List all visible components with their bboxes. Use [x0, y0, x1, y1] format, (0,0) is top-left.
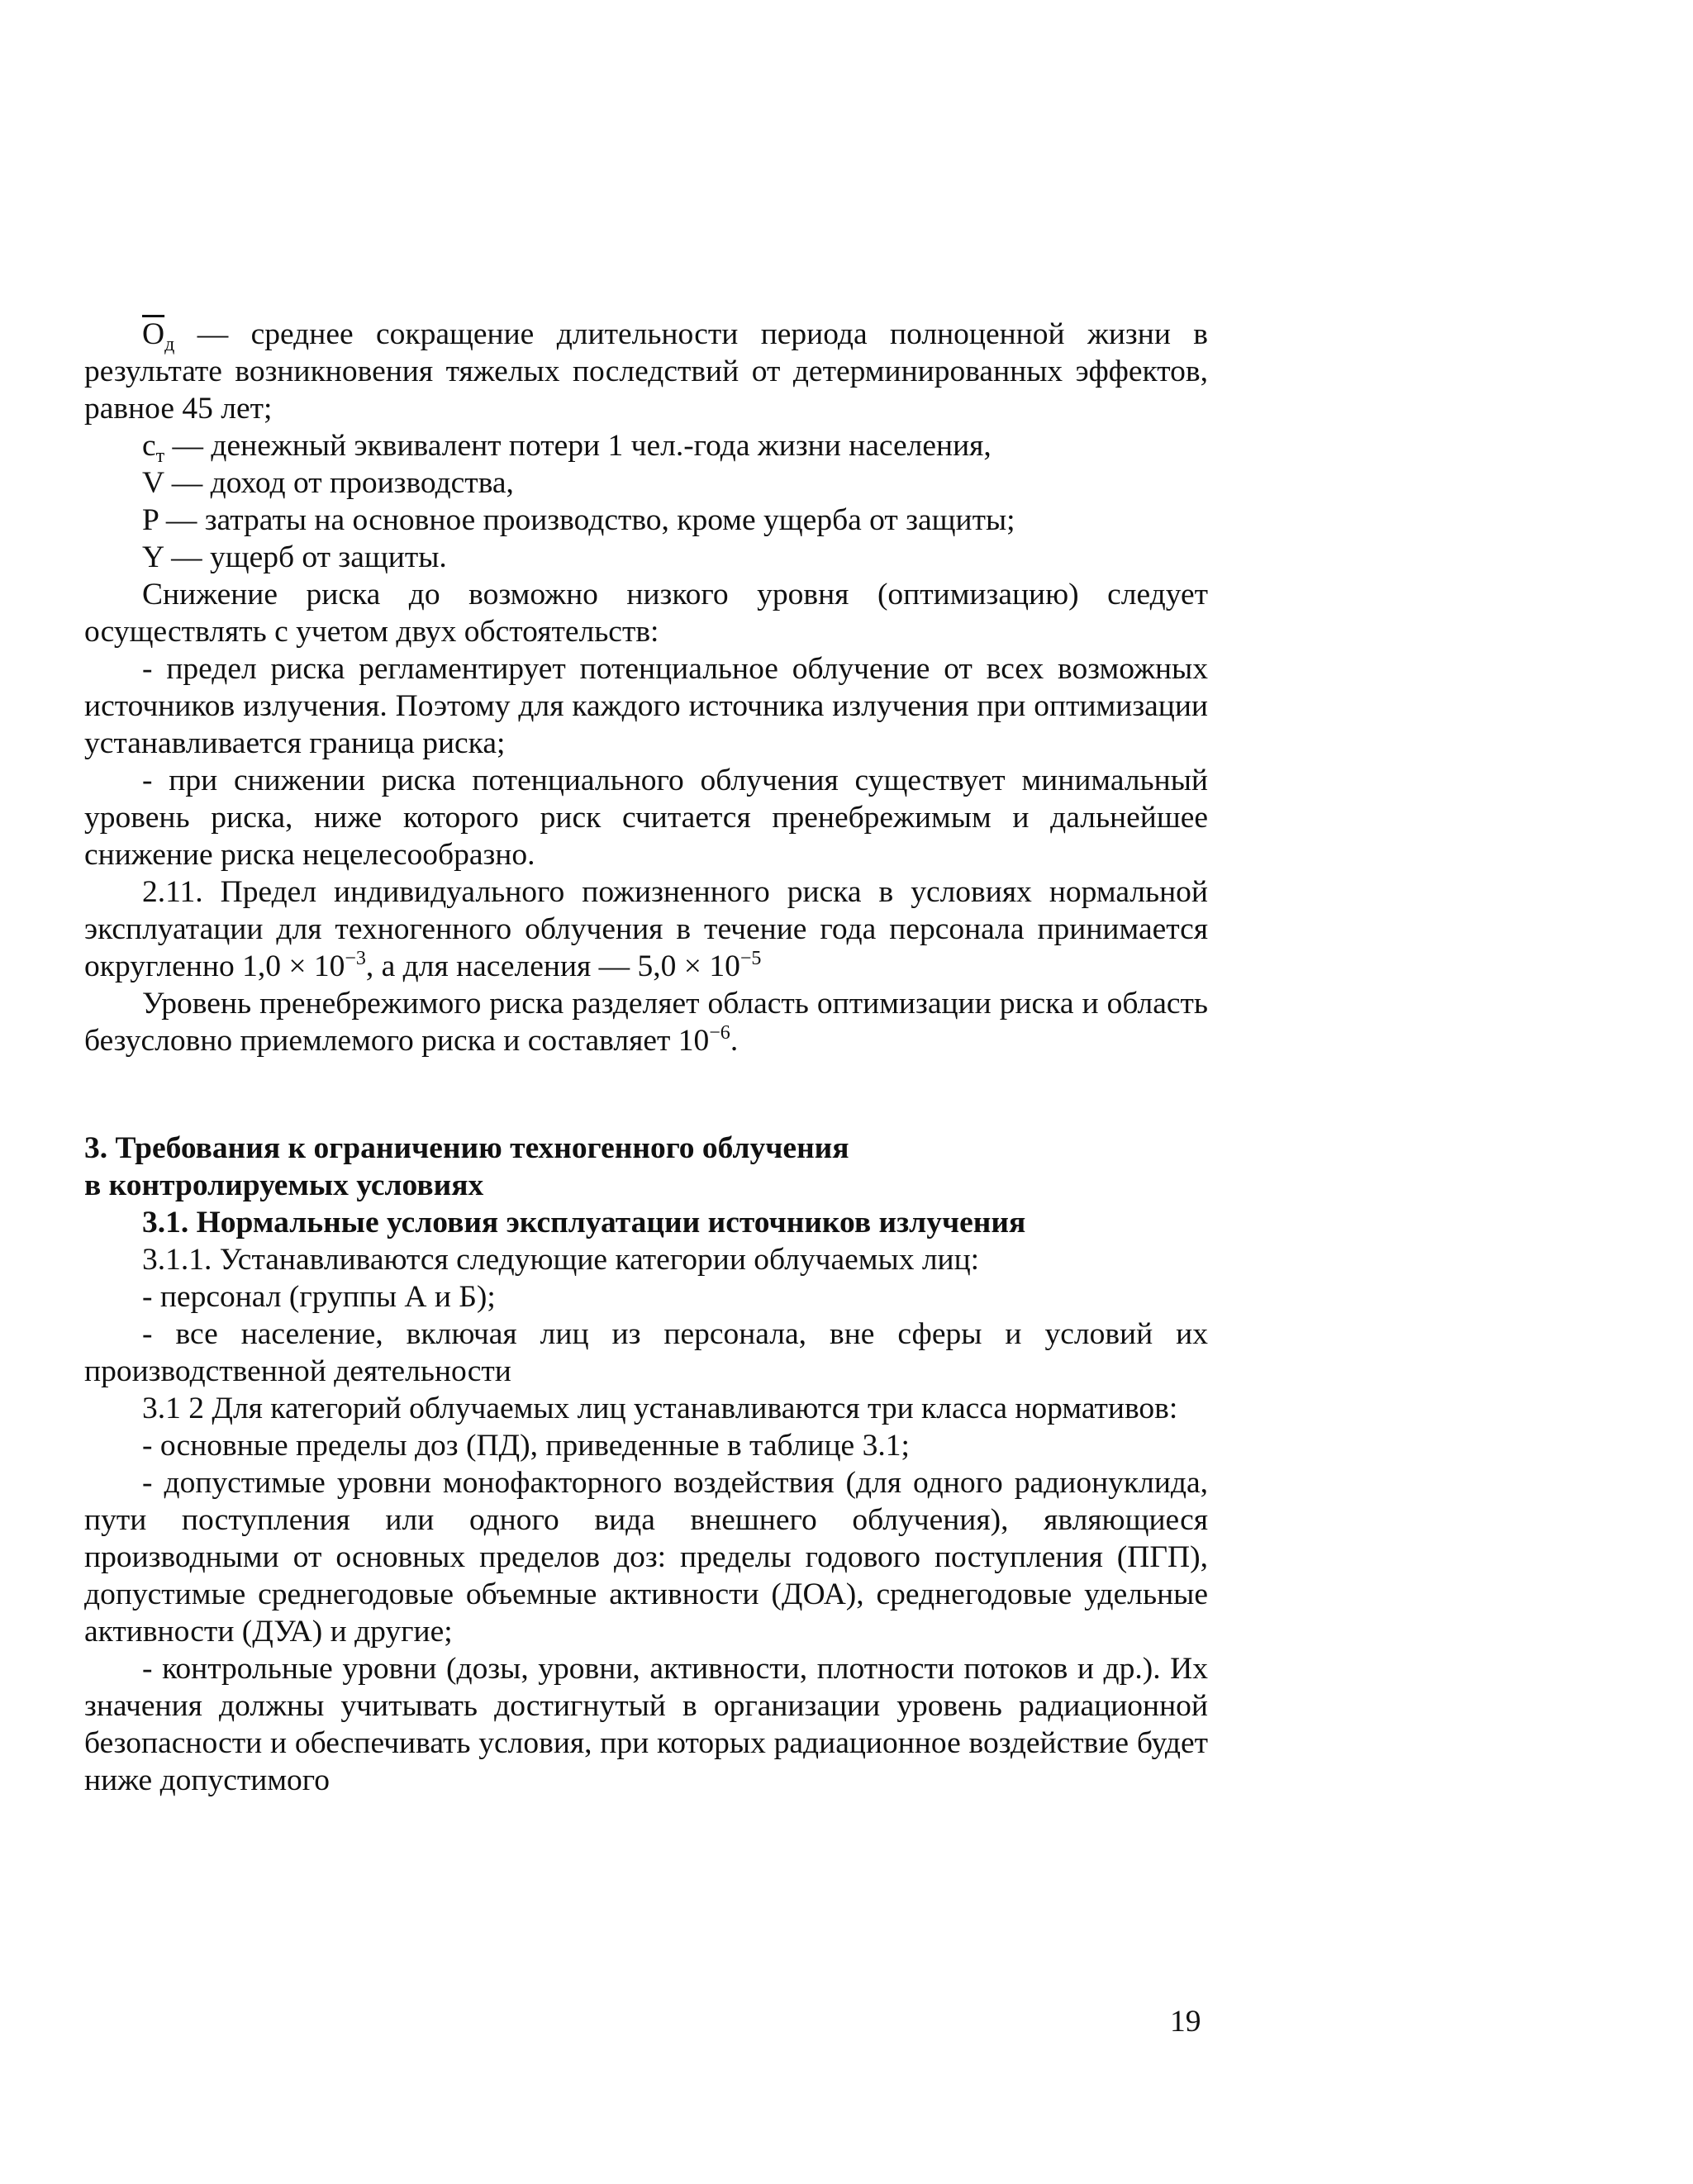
bullet-main-dose-limits: - основные пределы доз (ПД), приведенные в таблице 3.1; [142, 1429, 910, 1463]
bullet-minimal-risk: - при снижении риска потенциального облучения существует минимальный уровень риска, ниже которого риск считается пренебрежимым и дальнейшее снижение риска нецелесообразно. [84, 764, 1208, 872]
od-subscript: д [164, 334, 175, 355]
p211-text: 2.11. Предел индивидуального пожизненного риска в условиях нормальной эксплуатации для техногенного облучения в течение года персонала принимается округленно 1,0 × 10 [84, 875, 1208, 983]
section-3-heading [84, 1130, 1208, 1204]
negligible-text: Уровень пренебрежимого риска разделяет область оптимизации риска и область безусловно приемлемого риска и составляет 10 [84, 987, 1208, 1058]
paragraph-3-1-2: 3.1 2 Для категорий облучаемых лиц устанавливаются три класса нормативов: [142, 1392, 1178, 1425]
paragraph-negligible-risk [84, 985, 1208, 1059]
definition-y: Y — ущерб от защиты. [142, 540, 447, 574]
negligible-exponent: −6 [709, 1022, 730, 1044]
section-3-heading-line2: в контролируемых условиях [84, 1168, 484, 1202]
definition-ct [84, 427, 1208, 467]
paragraph-risk-reduction: Снижение риска до возможно низкого уровня (оптимизацию) следует осуществлять с учетом двух обстоятельств: [84, 578, 1208, 649]
section-3-heading-line1: 3. Требования к ограничению техногенного облучения [84, 1131, 849, 1165]
od-text: — среднее сокращение длительности периода полноценной жизни в результате возникновения тяжелых последствий от детерминированных эффектов, равное 45 лет; [84, 317, 1208, 426]
definition-v: V — доход от производства, [142, 466, 514, 500]
od-symbol: $\overline{O}$ [142, 317, 165, 351]
bullet-control-levels: - контрольные уровни (дозы, уровни, активности, плотности потоков и др.). Их значения должны учитывать достигнутый в организации уровень радиационной безопасности и обеспечивать условия, при которых радиационное воздействие будет ниже допустимого [84, 1652, 1208, 1797]
document-page [84, 316, 1208, 1799]
paragraph-3-1-1: 3.1.1. Устанавливаются следующие категории облучаемых лиц: [142, 1243, 980, 1277]
ct-subscript: т [155, 445, 165, 467]
paragraph-2-11 [84, 873, 1208, 985]
definition-p: P — затраты на основное производство, кроме ущерба от защиты; [142, 503, 1015, 537]
bullet-monofactor-levels: - допустимые уровни монофакторного воздействия (для одного радионуклида, пути поступления или одного вида внешнего облучения), являющиеся производными от основных пределов доз: пределы годового поступления (ПГП), допустимые среднегодовые объемные активности (ДОА), среднегодовые удельные активности (ДУА) и другие; [84, 1466, 1208, 1649]
bullet-staff: - персонал (группы А и Б); [142, 1280, 496, 1314]
p211-exponent-staff: −3 [345, 948, 366, 969]
bullet-public: - все население, включая лиц из персонала, вне сферы и условий их производственной деятельности [84, 1317, 1208, 1388]
ct-text: — денежный эквивалент потери 1 чел.-года жизни населения, [164, 429, 992, 463]
bullet-risk-limit: - предел риска регламентирует потенциальное облучение от всех возможных источников излучения. Поэтому для каждого источника излучения при оптимизации устанавливается граница риска; [84, 652, 1208, 760]
negligible-end: . [730, 1024, 739, 1058]
p211-exponent-public: −5 [739, 948, 762, 969]
ct-symbol: c [142, 429, 156, 463]
page-number: 19 [1170, 2005, 1201, 2039]
section-3-1-heading: 3.1. Нормальные условия эксплуатации источников излучения [142, 1206, 1026, 1240]
definition-od [84, 316, 1208, 427]
p211-mid: , а для населения — 5,0 × 10 [365, 949, 740, 983]
